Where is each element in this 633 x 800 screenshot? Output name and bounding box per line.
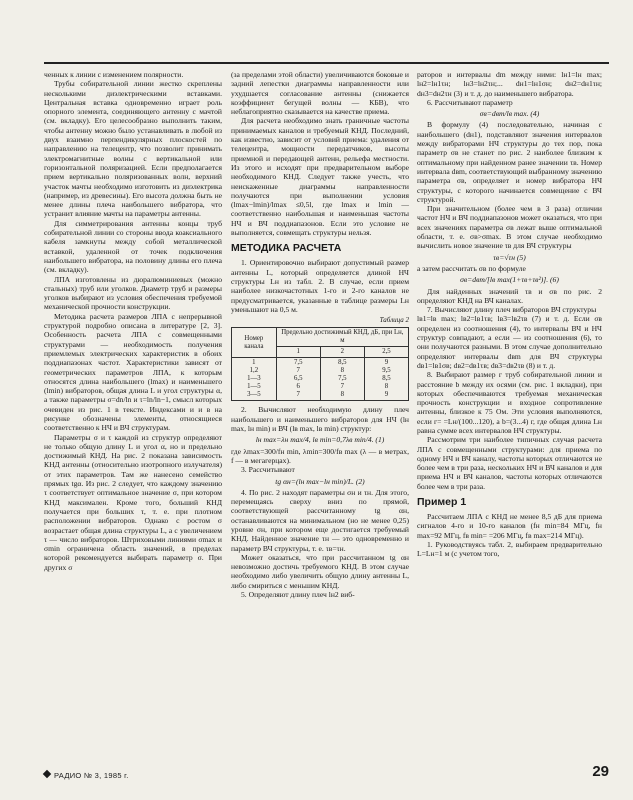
paragraph: 8. Выбирают размер г труб собирательной линии и расстояние b между их осями (см. рис. 1 вкладки), при которых обеспечиваются требуемая механическая прочность конструкции и входное сопротивление антенны, близкое к 75 Ом. Эти условия выполняются, если г= =Lн/(100...120), а b=(3...4) г, где общая длина Lн равна сумме всех интервалов НЧ структуры. — [417, 370, 602, 435]
table-caption: Таблица 2 — [379, 316, 409, 325]
paragraph: 1. Руководствуясь табл. 2, выбираем предварительно L=Lн=1 м (с учетом того, — [417, 539, 602, 559]
paragraph: Для найденных значений τв и σв по рис. 2 определяют КНД на ВЧ каналах. — [417, 286, 602, 305]
table-row — [232, 358, 409, 401]
paragraph: Может оказаться, что при рассчитанном tg αн невозможно достичь требуемого КНД. В этом случае необходимо либо увеличить общую длину антенны L, либо смириться с меньшим КНД. — [231, 552, 409, 590]
diamond-icon — [43, 770, 51, 778]
paragraph: Для расчета необходимо знать граничные частоты принимаемых каналов и требуемый КНД. Последний, как известно, зависит от условий приема: удаления от телецентра, мощности передатчиков, высоты приемной и передающей антенн, рельефа местности. Из этого и исходят при предварительном выборе необходимого КНД. Следует также учесть, что неискаженные диаграммы направленности получаются при выполнении условия (lmax−lmin)/lmax ≤0,5l, где lmax и lmin — соответственно наибольшая и наименьшая частоты НЧ и ВЧ поддиапазонов. Если это условие не выполняется, совмещать структуры нельзя. — [231, 116, 409, 238]
column-3 — [417, 70, 602, 559]
paragraph: Параметры σ и τ каждой из структур определяют не только общую длину L и угол α, но и предельно достижимый КНД. На рис. 2 показана зависимость КНД антенны (относительно изотропного излучателя) от этих параметров. Там же нанесено семейство прямых tgα. Из рис. 2 следует, что каждому значению τ соответствует оптимальное значение σ, при котором КНД максимален. Кроме того, больший КНД получается при больших τ, т. е. при плотном расположении вибраторов. Однако с ростом σ возрастает общая длина структуры L, а с увеличением τ — число вибраторов. Штриховыми линиями σmax и σmin ограничена область значений, в пределах которой рекомендуется выбирать параметр σ. При других σ — [44, 432, 222, 572]
top-rule — [44, 62, 609, 64]
table-cell: 7,5 7 6,5 6 7 — [276, 358, 320, 401]
section-heading: МЕТОДИКА РАСЧЕТА — [231, 242, 342, 255]
footer-source — [44, 771, 129, 780]
paragraph: 7. Вычисляют длину плеч вибраторов ВЧ структуры — [427, 305, 597, 315]
paragraph: (за пределами этой области) увеличиваются боковые и задний лепестки диаграммы направленности или ухудшается согласование антенны (снижается коэффициент бегущей волны — КБВ), что неблагоприятно сказывается на качестве приема. — [231, 70, 409, 117]
formula-4: σв=dвm/lв max. (4) — [479, 109, 540, 119]
paragraph: Рассчитаем ЛПА с КНД не менее 8,5 дБ для приема сигналов 4-го и 10-го каналов (fн min=84 МГц, fн max=92 МГц, fв min= =206 МГц, fв max=214 МГц). — [417, 512, 602, 540]
column-1 — [44, 70, 222, 572]
paragraph: где λmax=300/fн min, λmin=300/fв max (λ — в метрах, f — в мегагерцах). — [231, 446, 409, 465]
paragraph: В формулу (4) последовательно, начиная с наибольшего (dн1), подставляют значения интервалов между вибраторами НЧ структуры до тех пор, пока параметр σв не станет по рис. 2 наиболее близким к оптимальному при найденном ранее значении τв. Номер интервала dвm, соответствующий выбранному значению параметра σв, определяет и номер вибратора НЧ структуры, с которого начинается совмещение с ВЧ структурой. — [417, 120, 602, 204]
paragraph: 5. Определяют длину плеч lн2 виб- — [241, 590, 355, 600]
table-header-group: Предельно достижимый КНД, дБ, при Lн, м — [276, 328, 408, 347]
paragraph: 2. Вычисляют необходимую длину плеч наибольшего и наименьшего вибраторов для НЧ (lн max, lн min) и ВЧ (lв max, lв min) структур: — [231, 405, 409, 434]
paragraph: ченных к линии с изменением полярности. — [44, 70, 184, 79]
table-header-col: 2 — [320, 347, 364, 358]
table-header-col: 2,5 — [364, 347, 408, 358]
table-cell: 1 1,2 1—3 1—5 3—5 — [232, 358, 277, 401]
paragraph: 4. По рис. 2 находят параметры σн и τн. Для этого, перемещаясь сверху вниз по прямой, соответствующей рассчитанному tg αн, останавливаются на минимальном (но не менее 0,25) уровне σн, при котором еще достигается требуемый КНД. Найденное значение τн — это одновременно и параметр ВЧ структуры, т. е. τв=τн. — [231, 487, 409, 553]
formula-2: tg αн=(lн max−lн min)/L. (2) — [275, 476, 365, 486]
footer-source-text: РАДИО № 3, 1985 г. — [54, 771, 129, 780]
paragraph: 1. Ориентировочно выбирают допустимый размер антенны L, который определяется длиной НЧ структуры Lн из табл. 2. В случае, если прием наиболее низкочастотных 1-го и 2-го каналов не предусматривается, указанные в таблице размеры Lн уменьшают на 0,5 м. — [231, 258, 409, 314]
table-cell: 9 9,5 8,5 8 9 — [364, 358, 408, 401]
paragraph: Рассмотрим три наиболее типичных случая расчета ЛПА с совмещенными структурами: для приема по одному НЧ и ВЧ каналу, частоты которых отличаются не более чем в три раза, нескольких НЧ и ВЧ каналов и для приема НЧ и ВЧ каналов, частоты которых отличаются более чем в три раза. — [417, 435, 602, 491]
table-2 — [231, 327, 409, 401]
paragraph: 6. Рассчитывают параметр — [427, 97, 513, 107]
column-2 — [231, 70, 409, 599]
example-heading: Пример 1 — [417, 496, 467, 509]
paragraph: 3. Рассчитывают — [241, 465, 295, 475]
paragraph: а затем рассчитать σв по формуле — [417, 263, 526, 273]
table-cell: 8,5 8 7,5 7 8 — [320, 358, 364, 401]
formula-5: τв=√τн (5) — [493, 252, 526, 262]
paragraph: Методика расчета размеров ЛПА с непрерывной структурой подробно описана в литературе [2, 3]. Особенность расчета ЛПА с совмещенными структурами — необходимость получения приемлемых электрических характеристик в обоих поддиапазонах частот. Характеристики зависят от геометрических параметров ЛПА, к которым относятся длина наибольшего (lmax) и наименьшего (lmin) вибраторов, общая длина L и угол структуры α, а также параметры σ=dn/ln и τ=ln/ln−1, смысл которых очевиден из рис. 1 в тексте. Индексами и и в на рисунке обозначены элементы, относящиеся соответственно к НЧ и ВЧ структурам. — [44, 311, 222, 433]
page-footer — [44, 763, 609, 789]
paragraph: раторов и интервалы dm между ними: lн1=lн max; lн2=lн1τн; lн3=lн2τн;... dн1=lн1σн; dн2=dн1τн; dн3=dн2τн (3) и т. д. до наименьшего вибратора. — [417, 70, 602, 98]
paragraph: ЛПА изготовлены из дюралюминиевых (можно стальных) труб или уголков. Диаметр труб и размеры уголков выбирают из условия обеспечения требуемой механической прочности конструкции. — [44, 274, 222, 312]
paragraph: lв1=lв max; lв2=lв1τв; lв3=lв2τв (7) и т. д. Если σв определен из соотношения (4), то интервалы ВЧ и НЧ структур совпадают, а если — из соотношения (6), то они получаются разными. В этом случае дополнительно определяют интервалы dвm для ВЧ структуры dв1=lв1σв; dв2=dв1τв; dв3=dв2τв (8) и т. д. — [417, 314, 602, 370]
paragraph: При значительном (более чем в 3 раза) отличии частот НЧ и ВЧ поддиапазонов может оказаться, что при всех значениях параметра σв лежат выше оптимальной области, т. е. σв>σmax. В этом случае необходимо вычислить новое значение τв для ВЧ структуры — [417, 204, 602, 251]
page-number: 29 — [592, 763, 609, 780]
formula-6: σв=dвm/[lв max(1+τв+τв²)]. (6) — [460, 275, 559, 285]
paragraph: Трубы собирательной линии жестко скреплены несколькими диэлектрическими вставками. Центральная вставка одновременно играет роль опорного элемента, соединяющего антенну с мачтой (см. вкладку). Его целесообразно выполнить таким, чтобы антенну можно было устанавливать в любой из двух взаимно перпендикулярных плоскостей по направлению на телецентр, что позволит принимать электромагнитные волны с вертикальной или горизонтальной поляризацией. Если предполагается прием вертикально поляризованных волн, верхний участок мачты необходимо изготовить из диэлектрика (например, из древесины). Его высота должна быть не менее длины плеча наибольшего вибратора, что устранит влияние мачты на параметры антенны. — [44, 79, 222, 219]
table-header-col: 1 — [276, 347, 320, 358]
paragraph: Для симметрирования антенны концы труб собирательной линии со стороны ввода коаксиального кабеля замкнуты между собой металлической вставкой, удаленной от точек подключения наибольшего вибратора, на половину длины его плеча (см. вкладку). — [44, 218, 222, 275]
table-header-channel: Номер канала — [232, 328, 277, 358]
formula-1: lн max=λн max/4, lв min=0,7λв min/4. (1) — [255, 435, 385, 445]
